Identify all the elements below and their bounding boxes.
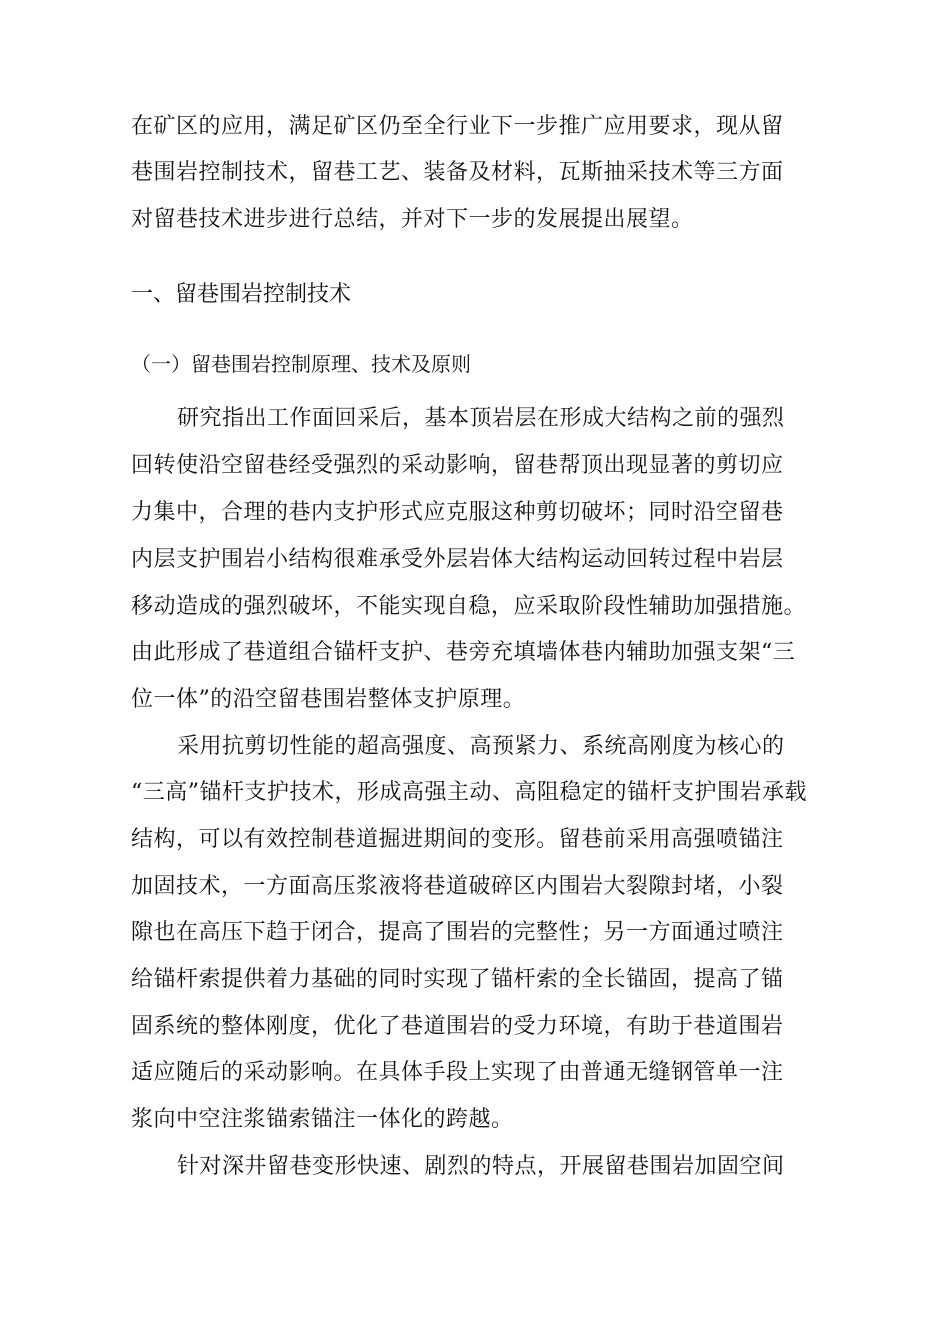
text-line: 固系统的整体刚度，优化了巷道围岩的受力环境，有助于巷道围岩 — [131, 1014, 784, 1039]
text-line: 位一体”的沿空留巷围岩整体支护原理。 — [131, 687, 526, 712]
text-line: 结构，可以有效控制巷道掘进期间的变形。留巷前采用高强喷锚注 — [131, 827, 784, 852]
text-line: 加固技术，一方面高压浆液将巷道破碎区内围岩大裂隙封堵，小裂 — [131, 874, 784, 899]
text-line: 采用抗剪切性能的超高强度、高预紧力、系统高刚度为核心的 — [177, 734, 785, 759]
text-line: 对留巷技术进步进行总结，并对下一步的发展提出展望。 — [131, 207, 694, 232]
text-line: 研究指出工作面回采后，基本顶岩层在形成大结构之前的强烈 — [177, 406, 785, 431]
text-line: 由此形成了巷道组合锚杆支护、巷旁充填墙体巷内辅助加强支架“三 — [131, 640, 796, 665]
text-line: 在矿区的应用，满足矿区仍至全行业下一步推广应用要求，现从留 — [131, 114, 784, 139]
text-line: 给锚杆索提供着力基础的同时实现了锚杆索的全长锚固，提高了锚 — [131, 967, 784, 992]
text-line: “三高”锚杆支护技术，形成高强主动、高阻稳定的锚杆支护围岩承载 — [131, 780, 807, 805]
text-line: 针对深井留巷变形快速、剧烈的特点，开展留巷围岩加固空间 — [177, 1154, 785, 1179]
text-line: 隙也在高压下趋于闭合，提高了围岩的完整性；另一方面通过喷注 — [131, 920, 784, 945]
text-line: 回转使沿空留巷经受强烈的采动影响，留巷帮顶出现显著的剪切应 — [131, 453, 784, 478]
text-line: 力集中，合理的巷内支护形式应克服这种剪切破坏；同时沿空留巷 — [131, 500, 784, 525]
text-line: 移动造成的强烈破坏，不能实现自稳，应采取阶段性辅助加强措施。 — [131, 594, 807, 619]
subsection-title: （一）留巷围岩控制原理、技术及原则 — [131, 352, 471, 376]
text-line: 内层支护围岩小结构很难承受外层岩体大结构运动回转过程中岩层 — [131, 547, 784, 572]
section-title: 一、留巷围岩控制技术 — [131, 282, 352, 307]
text-line: 浆向中空注浆锚索锚注一体化的跨越。 — [131, 1107, 514, 1132]
text-line: 巷围岩控制技术，留巷工艺、装备及材料，瓦斯抽采技术等三方面 — [131, 160, 784, 185]
text-line: 适应随后的采动影响。在具体手段上实现了由普通无缝钢管单一注 — [131, 1060, 784, 1085]
